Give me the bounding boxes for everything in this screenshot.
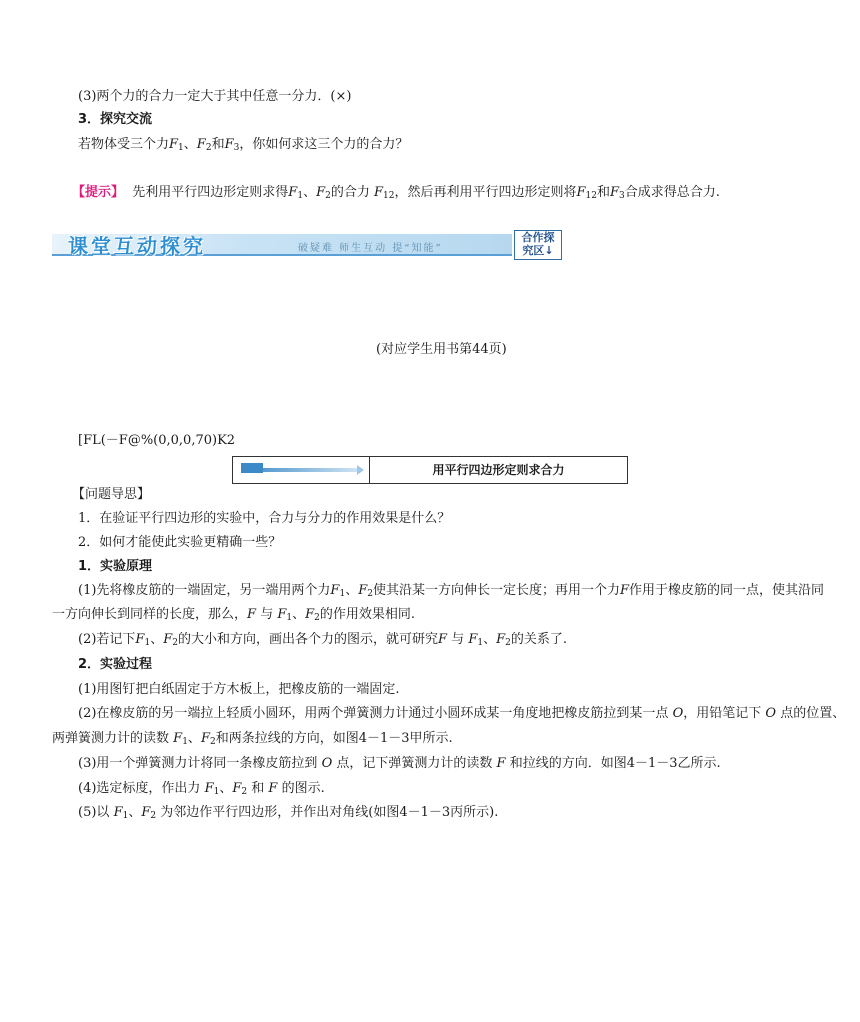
principle-p2: (2)若记下$F_1$、$F_2$的大小和方向，画出各个力的图示，就可研究F 与 $F_1$、$F_2$的关系了.: [78, 632, 567, 648]
tag-icon: [241, 463, 263, 473]
process-step-1: (1)用图钉把白纸固定于方木板上，把橡皮筋的一端固定.: [78, 682, 400, 697]
process-heading: 2．实验过程: [78, 657, 153, 672]
explore-heading: 3．探究交流: [78, 112, 153, 127]
principle-p1-line1: (1)先将橡皮筋的一端固定，另一端用两个力$F_1$、$F_2$使其沿某一方向伸长一定长度；再用一个力F作用于橡皮筋的同一点，使其沿同: [78, 583, 825, 599]
section-banner: [52, 230, 560, 260]
guide-label: 【问题导思】: [72, 487, 151, 502]
page-reference: (对应学生用书第44页): [376, 342, 507, 357]
topic-table: [232, 456, 628, 484]
process-step-2-line1: (2)在橡皮筋的另一端拉上轻质小圆环，用两个弹簧测力计通过小圆环成某一角度地把橡皮筋拉到某一点 O，用铅笔记下 O 点的位置、: [78, 706, 846, 721]
banner-slogan: 破疑难 师生互动 提“知能”: [298, 243, 443, 254]
process-step-2-line2: 两弹簧测力计的读数 $F_1$、$F_2$和两条拉线的方向，如图4－1－3甲所示.: [52, 731, 453, 747]
format-code: [FL(－F@%(0,0,0,70)K2: [78, 433, 236, 448]
guide-q1: 1．在验证平行四边形的实验中，合力与分力的作用效果是什么？: [78, 511, 451, 526]
process-step-5: (5)以 $F_1$、$F_2$ 为邻边作平行四边形，并作出对角线(如图4－1－3丙所示).: [78, 805, 499, 821]
box-line-2: 究区↓: [522, 244, 554, 257]
topic-title: 用平行四边形定则求合力: [432, 463, 565, 477]
box-line-1: 合作探: [521, 231, 555, 244]
judgement-3: (3)两个力的合力一定大于其中任意一分力．(×): [78, 89, 352, 104]
topic-arrow-cell: [233, 457, 370, 483]
banner-title: 课堂互动探究: [68, 234, 206, 258]
hint-line: 【提示】 先利用平行四边形定则求得$F_1$、$F_2$的合力 $F_{12}$，然后再利用平行四边形定则将$F_{12}$和$F_3$合成求得总合力.: [72, 185, 720, 201]
principle-heading: 1．实验原理: [78, 559, 153, 574]
cooperation-zone-button[interactable]: [514, 230, 562, 260]
principle-p1-line2: 一方向伸长到同样的长度，那么，F 与 $F_1$、$F_2$的作用效果相同.: [52, 607, 416, 623]
process-step-4: (4)选定标度，作出力 $F_1$、$F_2$ 和 F 的图示.: [78, 781, 325, 797]
guide-q2: 2．如何才能使此实验更精确一些？: [78, 535, 282, 550]
hint-label: 【提示】: [72, 185, 125, 200]
explore-question: 若物体受三个力$F_1$、$F_2$和$F_3$，你如何求这三个力的合力？: [78, 137, 409, 153]
process-step-3: (3)用一个弹簧测力计将同一条橡皮筋拉到 O 点，记下弹簧测力计的读数 F 和拉线的方向．如图4－1－3乙所示.: [78, 756, 721, 771]
arrow-icon: [357, 465, 364, 475]
